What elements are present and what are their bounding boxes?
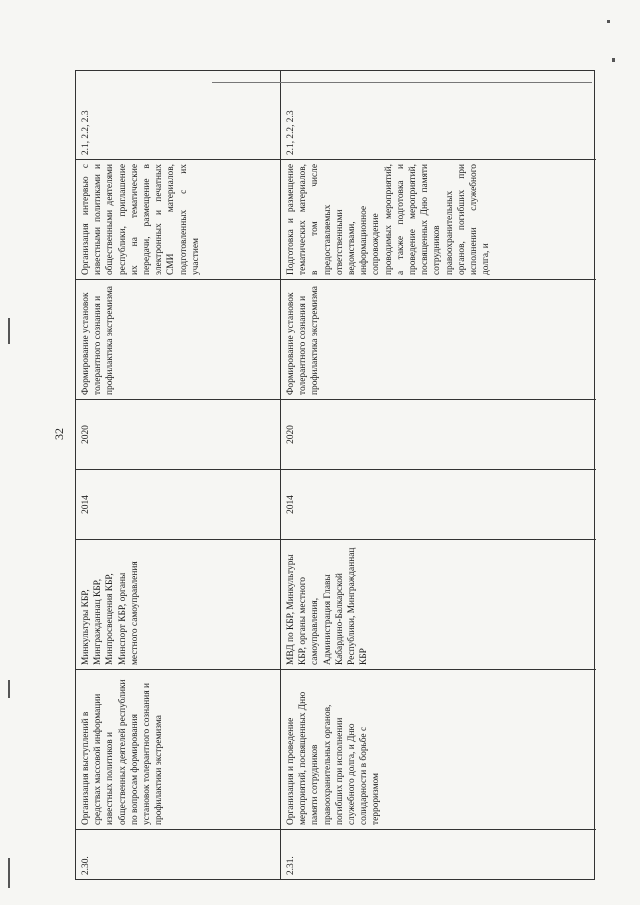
scan-mark [8, 680, 10, 698]
row-number: 2.30. [76, 829, 280, 879]
row-number: 2.31. [281, 829, 596, 879]
table-row [281, 71, 596, 879]
executors: Минкультуры КБР, Мингражданнац КБР, Минпросвещения КБР, Минспорт КБР, органы местного самоуправления [76, 539, 280, 669]
start-year: 2014 [76, 469, 280, 539]
scan-mark [612, 58, 615, 62]
scan-mark [8, 858, 10, 888]
table-row [76, 71, 281, 879]
program-table [75, 70, 595, 880]
activity-name: Организация и проведение мероприятий, посвященных Дню памяти сотрудников правоохранительных органов, погибших при исполнении служебного долга, и Дню солидарности в борьбе с терроризмом [281, 669, 596, 829]
scan-mark [8, 318, 10, 344]
activity-content: Подготовка и размещение тематических материалов, в том числе предоставляемых ответственными ведомствами, информационное сопровождение проводимых мероприятий, а также подготовка и проведение мероприятий, посвященных Дню памяти сотрудников правоохранительных органов, погибших при исполнении служебного долга, и [281, 159, 596, 279]
activity-content: Организация интервью с известными политиками и общественными деятелями республики, приглашение их на тематические передачи, размещение в электронных и печатных СМИ материалов, подготовленных с их участием [76, 159, 280, 279]
scan-mark [212, 82, 592, 83]
executors: МВД по КБР, Минкультуры КБР, органы местного самоуправления, Администрация Главы Кабардино-Балкарской Республики, Мингражданнац КБР [281, 539, 596, 669]
end-year: 2020 [76, 399, 280, 469]
expected-result: Формирование установок толерантного сознания и профилактика экстремизма [281, 279, 596, 399]
indicator-codes: 2.1, 2.2, 2.3 [286, 110, 296, 155]
expected-result: Формирование установок толерантного сознания и профилактика экстремизма [76, 279, 280, 399]
scan-mark [607, 20, 610, 23]
start-year: 2014 [281, 469, 596, 539]
end-year: 2020 [281, 399, 596, 469]
indicator-codes: 2.1, 2.2, 2.3 [81, 110, 91, 155]
page-number: 32 [52, 428, 66, 440]
activity-name: Организация выступлений в средствах массовой информации известных политиков и общественных деятелей республики по вопросам формирования установок толерантного сознания и профилактики экстремизма [76, 669, 280, 829]
